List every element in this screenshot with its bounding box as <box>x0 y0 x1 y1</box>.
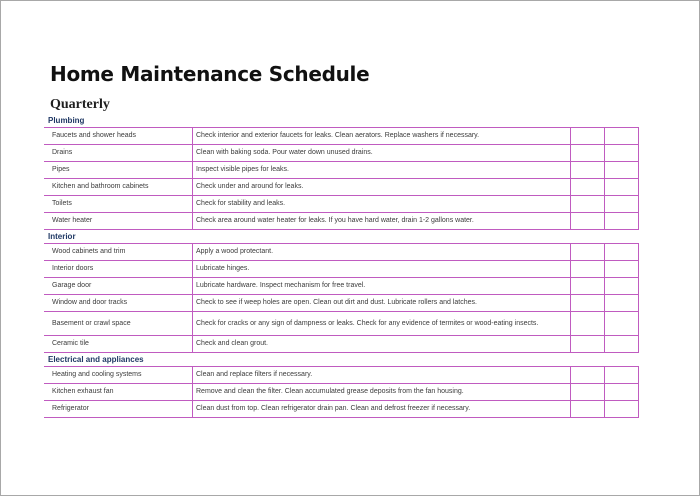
table-row <box>44 261 639 278</box>
plumbing-table <box>44 127 639 230</box>
blank-cell[interactable] <box>605 196 639 213</box>
blank-cell[interactable] <box>571 401 605 418</box>
electrical-table <box>44 366 639 418</box>
table-row <box>44 295 639 312</box>
section-title-electrical: Electrical and appliances <box>48 355 144 364</box>
item-cell[interactable]: Kitchen exhaust fan <box>44 384 193 401</box>
task-cell[interactable]: Inspect visible pipes for leaks. <box>193 162 571 179</box>
task-cell[interactable]: Lubricate hardware. Inspect mechanism for free travel. <box>193 278 571 295</box>
item-cell[interactable]: Toilets <box>44 196 193 213</box>
task-cell[interactable]: Check area around water heater for leaks. If you have hard water, drain 1-2 gallons water. <box>193 213 571 230</box>
table-row <box>44 312 639 336</box>
section-title-plumbing: Plumbing <box>48 116 85 125</box>
item-cell[interactable]: Water heater <box>44 213 193 230</box>
blank-cell[interactable] <box>571 213 605 230</box>
blank-cell[interactable] <box>605 261 639 278</box>
blank-cell[interactable] <box>571 145 605 162</box>
table-row <box>44 179 639 196</box>
task-cell[interactable]: Check for stability and leaks. <box>193 196 571 213</box>
schedule-sheet <box>44 60 629 418</box>
task-cell[interactable]: Check and clean grout. <box>193 336 571 353</box>
blank-cell[interactable] <box>605 401 639 418</box>
interior-table <box>44 243 639 353</box>
task-cell[interactable]: Check for cracks or any sign of dampness or leaks. Check for any evidence of termites or wood-eating insects. <box>193 312 571 336</box>
task-cell[interactable]: Clean dust from top. Clean refrigerator drain pan. Clean and defrost freezer if necessary. <box>193 401 571 418</box>
document-title: Home Maintenance Schedule <box>50 62 370 86</box>
blank-cell[interactable] <box>605 312 639 336</box>
blank-cell[interactable] <box>605 179 639 196</box>
item-cell[interactable]: Drains <box>44 145 193 162</box>
blank-cell[interactable] <box>571 162 605 179</box>
table-row <box>44 145 639 162</box>
task-cell[interactable]: Apply a wood protectant. <box>193 244 571 261</box>
blank-cell[interactable] <box>605 145 639 162</box>
blank-cell[interactable] <box>571 179 605 196</box>
item-cell[interactable]: Wood cabinets and trim <box>44 244 193 261</box>
table-row <box>44 213 639 230</box>
blank-cell[interactable] <box>605 162 639 179</box>
period-heading: Quarterly <box>50 97 110 112</box>
section-title-interior: Interior <box>48 232 76 241</box>
item-cell[interactable]: Kitchen and bathroom cabinets <box>44 179 193 196</box>
blank-cell[interactable] <box>571 278 605 295</box>
item-cell[interactable]: Heating and cooling systems <box>44 367 193 384</box>
table-row <box>44 384 639 401</box>
blank-cell[interactable] <box>571 336 605 353</box>
task-cell[interactable]: Lubricate hinges. <box>193 261 571 278</box>
blank-cell[interactable] <box>571 367 605 384</box>
table-row <box>44 367 639 384</box>
blank-cell[interactable] <box>571 261 605 278</box>
table-row <box>44 128 639 145</box>
blank-cell[interactable] <box>605 128 639 145</box>
blank-cell[interactable] <box>605 213 639 230</box>
blank-cell[interactable] <box>605 244 639 261</box>
item-cell[interactable]: Window and door tracks <box>44 295 193 312</box>
table-row <box>44 162 639 179</box>
blank-cell[interactable] <box>571 312 605 336</box>
blank-cell[interactable] <box>605 367 639 384</box>
table-row <box>44 196 639 213</box>
item-cell[interactable]: Faucets and shower heads <box>44 128 193 145</box>
item-cell[interactable]: Interior doors <box>44 261 193 278</box>
blank-cell[interactable] <box>605 384 639 401</box>
task-cell[interactable]: Check under and around for leaks. <box>193 179 571 196</box>
blank-cell[interactable] <box>571 384 605 401</box>
table-row <box>44 336 639 353</box>
blank-cell[interactable] <box>605 278 639 295</box>
blank-cell[interactable] <box>571 244 605 261</box>
item-cell[interactable]: Refrigerator <box>44 401 193 418</box>
table-row <box>44 278 639 295</box>
task-cell[interactable]: Remove and clean the filter. Clean accumulated grease deposits from the fan housing. <box>193 384 571 401</box>
task-cell[interactable]: Clean with baking soda. Pour water down unused drains. <box>193 145 571 162</box>
blank-cell[interactable] <box>571 128 605 145</box>
item-cell[interactable]: Garage door <box>44 278 193 295</box>
item-cell[interactable]: Pipes <box>44 162 193 179</box>
task-cell[interactable]: Clean and replace filters if necessary. <box>193 367 571 384</box>
table-row <box>44 244 639 261</box>
blank-cell[interactable] <box>571 295 605 312</box>
blank-cell[interactable] <box>571 196 605 213</box>
blank-cell[interactable] <box>605 336 639 353</box>
item-cell[interactable]: Ceramic tile <box>44 336 193 353</box>
table-row <box>44 401 639 418</box>
item-cell[interactable]: Basement or crawl space <box>44 312 193 336</box>
blank-cell[interactable] <box>605 295 639 312</box>
task-cell[interactable]: Check interior and exterior faucets for leaks. Clean aerators. Replace washers if necessary. <box>193 128 571 145</box>
task-cell[interactable]: Check to see if weep holes are open. Clean out dirt and dust. Lubricate rollers and latches. <box>193 295 571 312</box>
